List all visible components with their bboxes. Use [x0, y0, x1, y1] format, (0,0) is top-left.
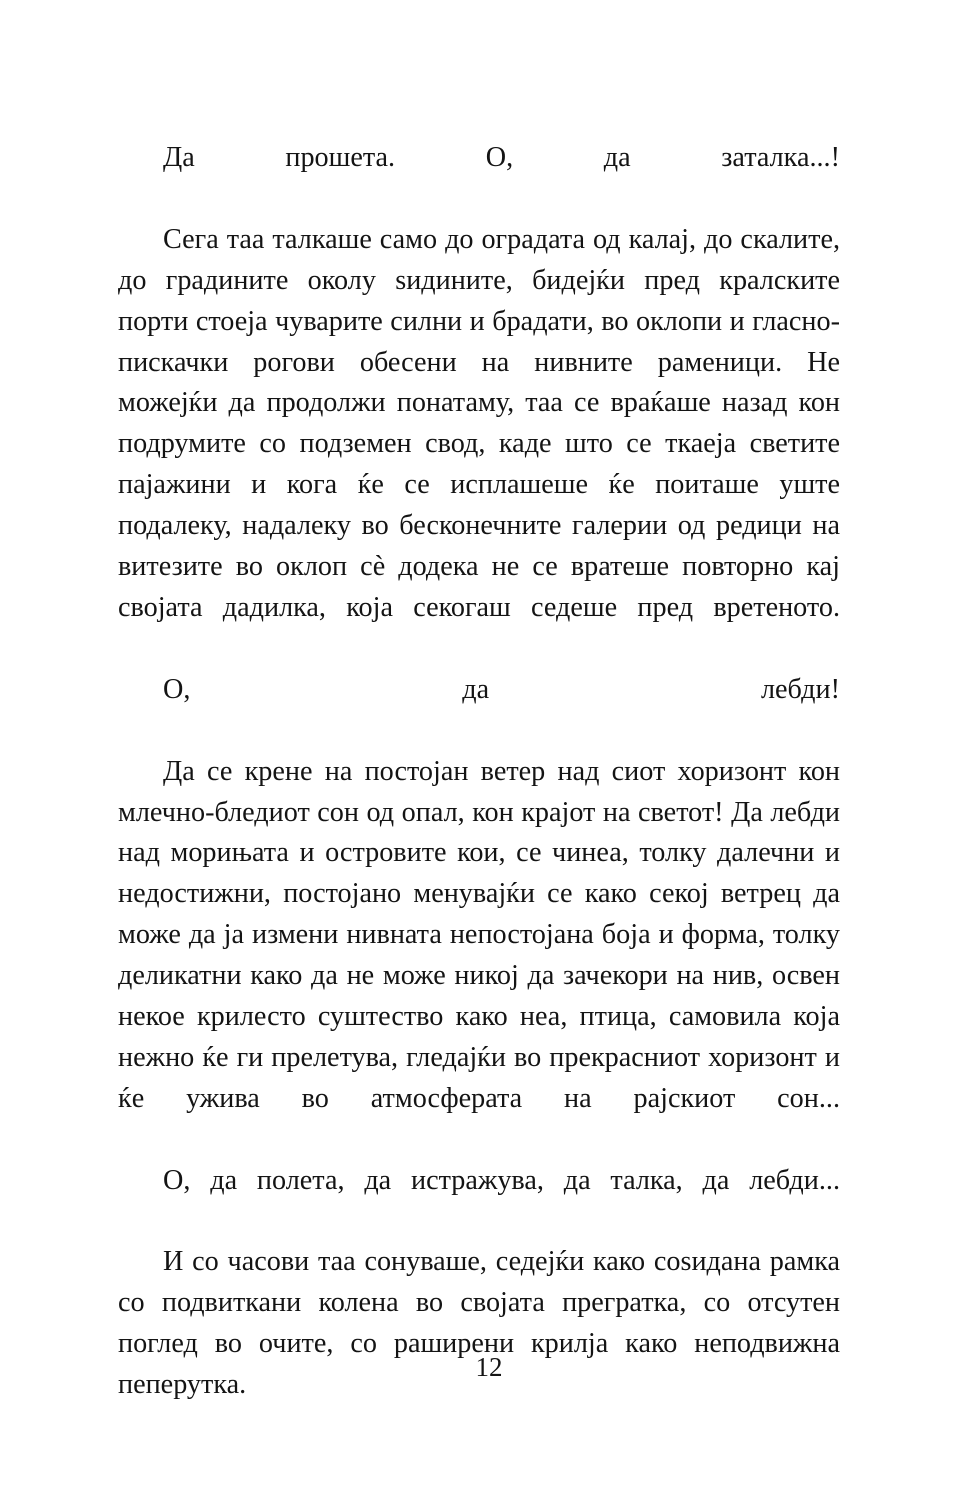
page-text-block — [118, 138, 840, 1406]
paragraph: Да се крене на постојан ветер над сиот хоризонт кон млечно-бледиот сон од опал, кон крајот на светот! Да лебди над морињата и островите кои, се чинеа, толку далечни и недостижни, постојано менувајќи се како секој ветрец да може да ја измени нивната непостојана боја и форма, толку деликатни како да не може никој да зачекори на нив, освен некое крилесто суштество како неа, птица, самовила која нежно ќе ги прелетува, гледајќи во прекрасниот хоризонт и ќе ужива во атмосферата на рајскиот сон... — [118, 755, 840, 1114]
paragraph: Да прошета. О, да заталка...! — [163, 142, 840, 173]
paragraph: О, да лебди! — [163, 673, 840, 705]
page-number: 12 — [475, 1352, 503, 1382]
paragraph: Сега таа талкаше само до оградата од калај, до скалите, до градините околу ѕидините, бидејќи пред кралските порти стоеја чуварите силни и брадати, во оклопи и гласно-пискачки рогови обесени на нивните раменици. Не можејќи да продолжи понатаму, таа се враќаше назад кон подрумите со подземен свод, каде што се ткаеја светите пајажини и кога ќе се исплашеше ќе поиташе уште подалеку, надалеку во бесконечните галерии од редици на витезите во оклоп сѐ додека не се вратеше повторно кај својата дадилка, која секогаш седеше пред вретеното. — [118, 223, 840, 623]
paragraph: О, да полета, да истражува, да талка, да лебди... — [163, 1164, 840, 1196]
paragraph: И со часови таа сонуваше, седејќи како соѕидана рамка со подвиткани колена во својата прегратка, со отсутен поглед во очите, со раширени крилја како неподвижна пеперутка. — [118, 1246, 840, 1401]
